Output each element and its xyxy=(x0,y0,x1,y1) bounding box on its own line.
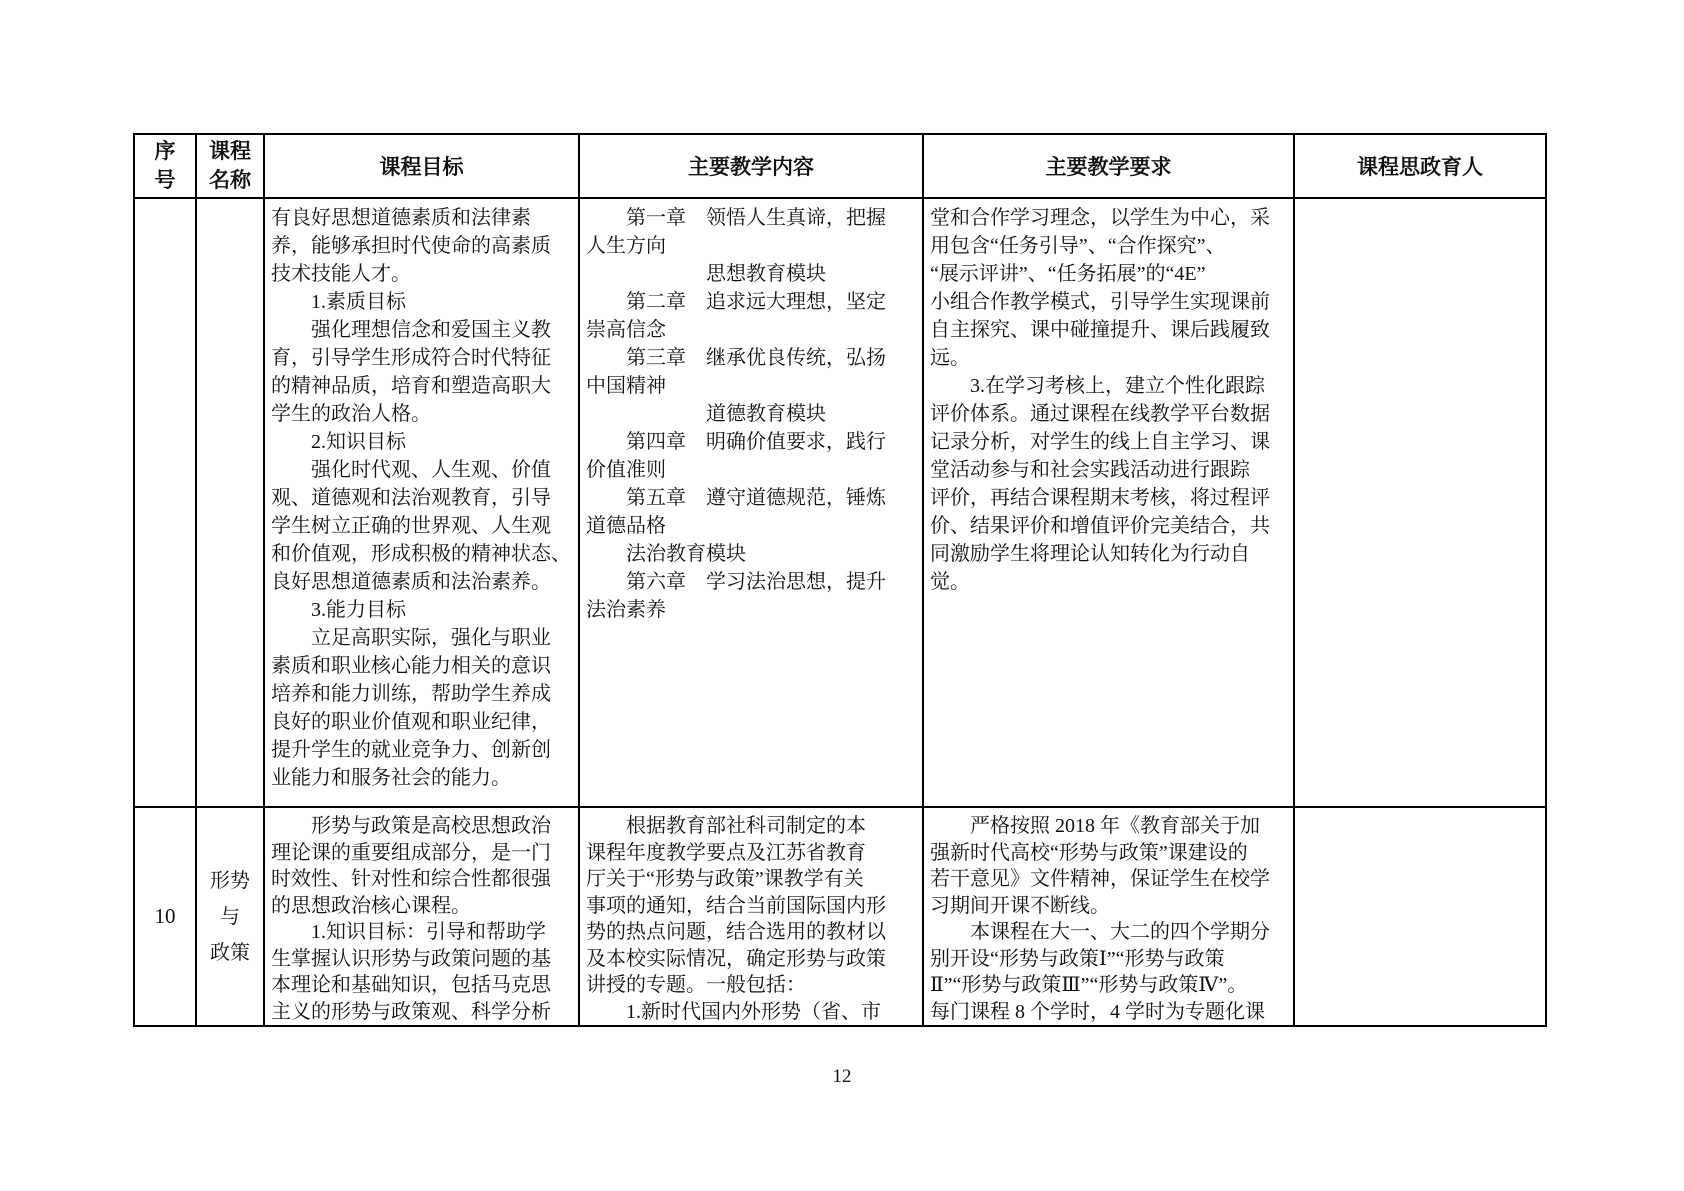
text-line: 学生的政治人格。 xyxy=(271,403,431,425)
course-table xyxy=(133,133,1547,1027)
text-line: 名称 xyxy=(209,168,251,192)
cell-teaching-requirements xyxy=(923,807,1294,1026)
text-line: 强化时代观、人生观、价值 xyxy=(271,459,551,481)
text-line: 第五章 遵守道德规范，锤炼 xyxy=(586,487,886,509)
text-line: 价、结果评价和增值评价完美结合，共 xyxy=(930,515,1270,537)
text-line: 技术技能人才。 xyxy=(271,263,411,285)
text-line: 良好的职业价值观和职业纪律， xyxy=(271,711,551,733)
header-seq xyxy=(134,134,196,198)
header-course-name xyxy=(196,134,264,198)
text-line: 的思想政治核心课程。 xyxy=(271,894,471,917)
text-line: 道德品格 xyxy=(586,515,666,537)
text-line: 主义的形势与政策观、科学分析 xyxy=(271,1000,551,1023)
text-line: 立足高职实际，强化与职业 xyxy=(271,627,551,649)
text-line: 2.知识目标 xyxy=(271,431,406,453)
text-line: 政策 xyxy=(210,941,250,964)
text-line: 形势 xyxy=(210,869,250,892)
text-line: 本理论和基础知识，包括马克思 xyxy=(271,974,551,996)
cell-ideology-education xyxy=(1294,198,1546,807)
text-line: 评价体系。通过课程在线教学平台数据 xyxy=(930,403,1270,425)
text-line: 崇高信念 xyxy=(586,319,666,341)
text-line: 价值准则 xyxy=(586,459,666,481)
text-line: 有良好思想道德素质和法律素 xyxy=(271,207,531,229)
text-line: 1.新时代国内外形势（省、市 xyxy=(586,1000,881,1023)
text-line: 时效性、针对性和综合性都很强 xyxy=(271,868,551,890)
text-line: 和价值观，形成积极的精神状态、 xyxy=(271,543,571,565)
header-row xyxy=(134,134,1546,198)
course-row-continued xyxy=(134,198,1546,807)
text-line: 1.知识目标：引导和帮助学 xyxy=(271,921,546,943)
text-line: 严格按照 2018 年《教育部关于加 xyxy=(930,815,1260,837)
text-line: 若干意见》文件精神，保证学生在校学 xyxy=(930,868,1270,890)
cell-course-name xyxy=(196,807,264,1026)
text-line: 觉。 xyxy=(930,571,970,593)
text-line: 3.在学习考核上，建立个性化跟踪 xyxy=(930,375,1265,397)
text-line: 的精神品质，培育和塑造高职大 xyxy=(271,375,551,397)
text-line: Ⅱ”“形势与政策Ⅲ”“形势与政策Ⅳ”。 xyxy=(930,974,1248,996)
text-line: 业能力和服务社会的能力。 xyxy=(271,767,511,789)
text-line: 素质和职业核心能力相关的意识 xyxy=(271,655,551,677)
text-line: 形势与政策是高校思想政治 xyxy=(271,815,551,837)
text-line: 用包含“任务引导”、“合作探究”、 xyxy=(930,235,1226,257)
cell-teaching-content xyxy=(579,198,923,807)
text-line: 厅关于“形势与政策”课教学有关 xyxy=(586,868,864,890)
text-line: 道德教育模块 xyxy=(586,403,826,425)
text-line: 序 xyxy=(154,139,176,163)
text-line: 培养和能力训练，帮助学生养成 xyxy=(271,683,551,705)
cell-ideology-education xyxy=(1294,807,1546,1026)
text-line: 第六章 学习法治思想，提升 xyxy=(586,571,886,593)
text-line: 第三章 继承优良传统，弘扬 xyxy=(586,347,886,369)
text-line: 提升学生的就业竞争力、创新创 xyxy=(271,739,551,761)
text-line: 别开设“形势与政策Ⅰ”“形势与政策 xyxy=(930,947,1225,970)
text-line: 号 xyxy=(154,168,176,192)
text-line: 良好思想道德素质和法治素养。 xyxy=(271,571,551,593)
header-content: 主要教学内容 xyxy=(579,134,923,198)
text-line: 强新时代高校“形势与政策”课建设的 xyxy=(930,841,1248,864)
cell-teaching-requirements xyxy=(923,198,1294,807)
text-line: 理论课的重要组成部分，是一门 xyxy=(271,841,551,864)
text-line: 小组合作教学模式，引导学生实现课前 xyxy=(930,291,1270,313)
text-line: 习期间开课不断线。 xyxy=(930,894,1110,917)
text-line: 势的热点问题，结合选用的教材以 xyxy=(586,921,886,943)
course-row-10 xyxy=(134,807,1546,1026)
text-line: 同激励学生将理论认知转化为行动自 xyxy=(930,543,1250,565)
cell-teaching-content xyxy=(579,807,923,1026)
text-line: 每门课程 8 个学时，4 学时为专题化课 xyxy=(930,1000,1265,1023)
header-requirements: 主要教学要求 xyxy=(923,134,1294,198)
text-line: 课程年度教学要点及江苏省教育 xyxy=(586,841,866,864)
cell-course-objectives xyxy=(264,198,579,807)
text-line: 事项的通知，结合当前国际国内形 xyxy=(586,894,886,917)
text-line: 评价，再结合课程期末考核，将过程评 xyxy=(930,487,1270,509)
text-line: 法治教育模块 xyxy=(586,543,746,565)
text-line: 观、道德观和法治观教育，引导 xyxy=(271,487,551,509)
text-line: 课程 xyxy=(209,139,251,163)
text-line: 堂和合作学习理念，以学生为中心，采 xyxy=(930,207,1270,229)
text-line: 第四章 明确价值要求，践行 xyxy=(586,431,886,453)
text-line: 3.能力目标 xyxy=(271,599,406,621)
text-line: 中国精神 xyxy=(586,375,666,397)
text-line: 本课程在大一、大二的四个学期分 xyxy=(930,921,1270,943)
text-line: 讲授的专题。一般包括： xyxy=(586,974,806,996)
text-line: 思想教育模块 xyxy=(586,263,826,285)
text-line: 自主探究、课中碰撞提升、课后践履致 xyxy=(930,319,1270,341)
text-line: “展示评讲”、“任务拓展”的“4E” xyxy=(930,263,1206,285)
text-line: 学生树立正确的世界观、人生观 xyxy=(271,515,551,537)
text-line: 1.素质目标 xyxy=(271,291,406,313)
text-line: 人生方向 xyxy=(586,235,666,257)
text-line: 强化理想信念和爱国主义教 xyxy=(271,319,551,341)
text-line: 第二章 追求远大理想，坚定 xyxy=(586,291,886,313)
text-line: 法治素养 xyxy=(586,599,666,621)
text-line: 育，引导学生形成符合时代特征 xyxy=(271,347,551,369)
cell-seq: 10 xyxy=(134,807,196,1026)
text-line: 及本校实际情况，确定形势与政策 xyxy=(586,947,886,970)
header-ideology: 课程思政育人 xyxy=(1294,134,1546,198)
text-line: 与 xyxy=(220,905,240,928)
text-line: 第一章 领悟人生真谛，把握 xyxy=(586,207,886,229)
text-line: 养，能够承担时代使命的高素质 xyxy=(271,235,551,257)
text-line: 生掌握认识形势与政策问题的基 xyxy=(271,947,551,970)
cell-course-objectives xyxy=(264,807,579,1026)
text-line: 远。 xyxy=(930,347,970,369)
text-line: 根据教育部社科司制定的本 xyxy=(586,815,866,837)
header-objectives: 课程目标 xyxy=(264,134,579,198)
page-number: 12 xyxy=(832,1066,852,1087)
text-line: 堂活动参与和社会实践活动进行跟踪 xyxy=(930,459,1250,481)
cell-course-name xyxy=(196,198,264,807)
cell-seq xyxy=(134,198,196,807)
text-line: 记录分析，对学生的线上自主学习、课 xyxy=(930,431,1270,453)
